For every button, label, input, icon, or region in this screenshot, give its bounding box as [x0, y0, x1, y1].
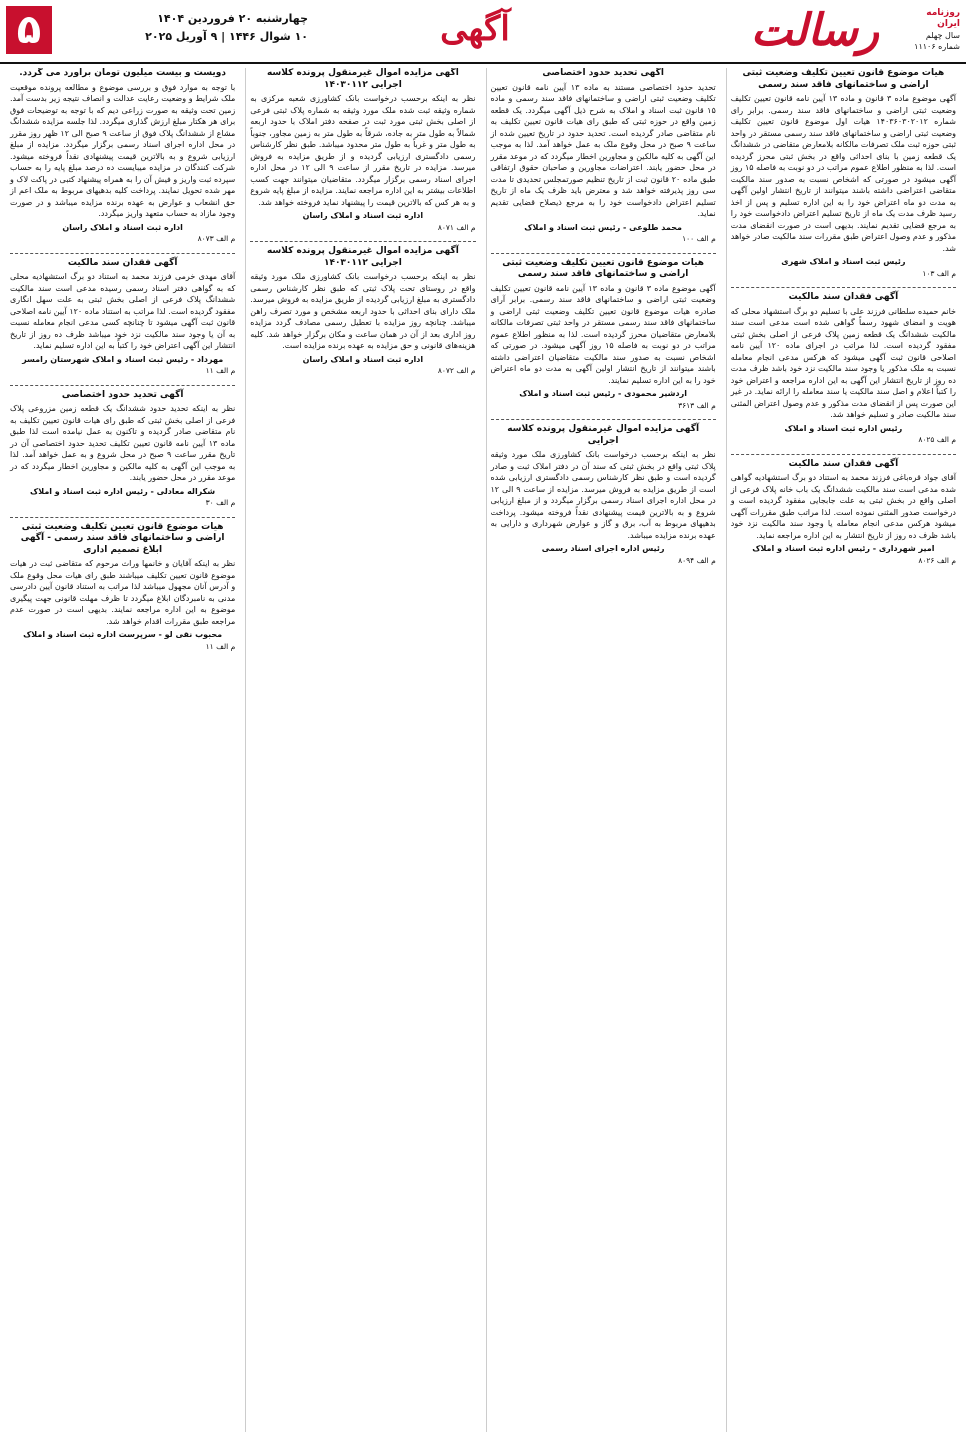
- ad-reference: م الف ۸۰۲۶: [918, 555, 956, 565]
- classified-ad: [250, 68, 475, 233]
- divider: [491, 253, 716, 254]
- ad-signature: محمد طلوعی - رئیس ثبت اسناد و املاک: [524, 222, 682, 232]
- masthead: [0, 0, 966, 64]
- classified-ad: [731, 68, 956, 279]
- date-line-persian: چهارشنبه ۲۰ فروردین ۱۴۰۴: [157, 12, 308, 25]
- ad-body: خانم حمیده سلطانی فرزند علی با تسلیم دو برگ استشهاد محلی که هویت و امضای شهود رسماً گواهی شده است مدعی است سند مالکیت ششدانگ یک قطعه زمین پلاک فرعی از اصلی بخش ثبتی مفقود گردیده است. لذا مراتب در اجرای ماده ۱۲۰ آیین نامه اصلاحی قانون ثبت آگهی میشود که هرکس مدعی انجام معامله نسبت به ملک مذکور یا وجود سند مالکیت نزد خود باشد ظرف مدت ده روز از تاریخ انتشار این آگهی به این اداره مراجعه و اعتراض خود را کتباً اعلام و اصل سند مالکیت یا سند معامله را ارائه نماید. در غیر این صورت پس از انقضای مدت مذکور و عدم وصول اعتراض المثنی سند مالکیت صادر و تسلیم خواهد شد.: [730, 306, 956, 419]
- column-1: [726, 68, 960, 1432]
- ad-body: آقای مهدی خرمی فرزند محمد به استناد دو برگ استشهادیه محلی که به گواهی دفتر اسناد رسمی رسیده مدعی است سند مالکیت ششدانگ پلاک فرعی از اصلی بخش ثبتی به علت سهل انگاری مفقود گردیده است. لذا مراتب به استناد ماده ۱۲۰ آیین نامه اصلاحی قانون ثبت آگهی میشود تا چنانچه کسی مدعی انجام معامله نسبت به آن یا وجود سند مالکیت نزد خود میباشد ظرف ده روز از تاریخ انتشار این آگهی اعتراض خود را کتباً به این اداره تسلیم نماید.: [10, 272, 236, 350]
- ad-body: آقای جواد قره‌باغی فرزند محمد به استناد دو برگ استشهادیه گواهی شده مدعی است سند مالکیت ششدانگ یک باب خانه پلاک فرعی از اصلی واقع در بخش ثبتی به علت جابجایی مفقود گردیده است و درخواست صدور المثنی نموده است. لذا مراتب طبق مقررات آگهی میشود هرکس مدعی انجام معامله یا وجود سند مالکیت نزد خود باشد ظرف ده روز از تاریخ انتشار به این اداره مراجعه نماید.: [730, 473, 956, 540]
- divider: [491, 419, 716, 420]
- column-4: [6, 68, 239, 1432]
- ad-body: نظر به اینکه برحسب درخواست بانک کشاورزی شعبه مرکزی به شماره وثیقه ثبت شده ملک مورد وثیقه به شماره پلاک ثبتی فرعی از اصلی بخش ثبتی مورد ثبت در صفحه دفتر املاک با حدود اربعه شمالاً به طول متر به جاده، شرقاً به طول متر به زمین مجاور، جنوباً به طول متر و غرباً به طول متر محدود میباشد. طبق نظر کارشناس رسمی دادگستری ارزیابی گردیده و از طریق مزایده به فروش میرسد. مزایده در تاریخ مقرر از ساعت ۹ الی ۱۲ در محل اداره اجرای اسناد رسمی برگزار میگردد. متقاضیان میتوانند جهت کسب اطلاعات بیشتر به این اداره مراجعه نمایند. مزایده از مبلغ پایه شروع و به هر کس که بالاترین قیمت را پیشنهاد نماید فروخته خواهد شد.: [250, 94, 476, 207]
- page-number: ۵: [6, 6, 52, 54]
- ad-signature: اداره ثبت اسناد و املاک راسان: [302, 354, 424, 364]
- divider: [10, 385, 235, 386]
- classified-ad: [10, 390, 235, 509]
- ad-signature: رئیس ثبت اسناد و املاک شهری: [781, 257, 906, 266]
- ad-title: آگهی فقدان سند مالکیت: [67, 257, 178, 268]
- date-line-lunar-gregorian: ۱۰ شوال ۱۴۴۶ | ۹ آوریل ۲۰۲۵: [145, 30, 308, 43]
- divider: [731, 287, 956, 288]
- column-3: [245, 68, 479, 1432]
- ad-title: آگهی فقدان سند مالکیت: [788, 458, 899, 469]
- ad-reference: م الف ۳۰: [205, 498, 236, 507]
- classified-ad: [10, 68, 235, 245]
- ad-reference: م الف ۸۰۲۵: [918, 435, 956, 444]
- masthead-meta: [900, 8, 960, 52]
- ad-reference: م الف ۸۰۷۲: [437, 366, 476, 375]
- ad-signature: اردشیر محمودی - رئیس ثبت اسناد و املاک: [519, 389, 687, 398]
- ad-body: آگهی موضوع ماده ۳ قانون و ماده ۱۳ آیین نامه قانون تعیین تکلیف وضعیت ثبتی اراضی و ساختمانهای فاقد سند رسمی. برابر آرای صادره هیات موضوع قانون تعیین تکلیف وضعیت ثبتی اراضی و ساختمانهای فاقد سند رسمی مستقر در واحد ثبتی تصرفات مالکانه بلامعارض متقاضیان محرز گردیده است. لذا به منظور اطلاع عموم مراتب در دو نوبت به فاصله ۱۵ روز آگهی میشود. در صورتی که اشخاص نسبت به صدور سند مالکیت متقاضیان اعتراضی داشته باشند میتوانند از تاریخ انتشار اولین آگهی به مدت دو ماه اعتراض خود را به این اداره تسلیم نمایند.: [490, 283, 716, 385]
- ad-body: نظر به اینکه آقایان و خانمها وراث مرحوم که متقاضی ثبت در هیات موضوع قانون تعیین تکلیف میباشند طبق رای هیات محل وقوع ملک و آدرس آنان مجهول میباشد لذا مراتب به استناد قانون آیین دادرسی مدنی به نامبردگان ابلاغ میگردد تا ظرف مهلت قانونی جهت پیگیری موضوع به این اداره مراجعه نمایند. بدیهی است در صورت عدم مراجعه طبق مقررات اقدام خواهد شد.: [10, 559, 236, 626]
- ad-title: دویست و بیست میلیون تومان برآورد می گردد.: [19, 68, 226, 78]
- ad-reference: م الف ۱۰۳: [922, 268, 956, 278]
- ad-body: نظر به اینکه تحدید حدود ششدانگ یک قطعه زمین مزروعی پلاک فرعی از اصلی بخش ثبتی که طبق رای هیات قانون تعیین تکلیف به نام متقاضی صادر گردیده و تاکنون به عمل نیامده است لذا طبق ماده ۱۳ آیین نامه قانون تعیین تکلیف تحدید حدود اختصاصی آن در تاریخ مقرر ساعت ۹ صبح در محل شروع و به عمل خواهد آمد. لذا به موجب این آگهی به کلیه مالکین و مجاورین اخطار میگردد که در موعد مقرر در محل حضور یابند.: [10, 404, 236, 482]
- section-title: آگهی: [440, 9, 510, 49]
- classified-ad: [491, 424, 716, 566]
- ad-signature: رئیس اداره اجرای اسناد رسمی: [541, 544, 665, 553]
- divider: [10, 253, 235, 254]
- ad-signature: محبوب نقی لو - سرپرست اداره ثبت اسناد و املاک: [23, 630, 223, 639]
- ad-body: نظر به اینکه برحسب درخواست بانک کشاورزی ملک مورد وثیقه واقع در روستای تحت پلاک ثبتی که طبق نظر کارشناس رسمی دادگستری به مبلغ ارزیابی گردیده از طریق مزایده به فروش میرسد. ملک دارای بنای احداثی با حدود اربعه مشخص و مورد تصرف راهن میباشد. چنانچه روز مزایده با تعطیل رسمی مصادف گردد مزایده روز اداری بعد از آن در همان ساعت و مکان برگزار خواهد شد. کلیه هزینه‌های قانونی و حق مزایده به عهده برنده مزایده است.: [250, 272, 476, 350]
- issue-label: شماره ۱۱۱۰۶: [914, 42, 960, 51]
- ad-body: با توجه به موارد فوق و بررسی موضوع و مطالعه پرونده موقعیت ملک شرایط و وضعیت رعایت عدالت و انصاف نتیجه زیر بدست آمد. زمین تحت وثیقه به صورت زراعی دیم که با توجه به توضیحات فوق برای هر هکتار مبلغ ارزش گذاری میگردد. لذا جلسه مزایده ششدانگ مشاع از ششدانگ پلاک فوق از ساعت ۹ صبح الی ۱۲ ظهر روز مقرر در محل اداره اجرای اسناد رسمی برگزار میگردد. مزایده از مبلغ ارزیابی شروع و به بالاترین قیمت پیشنهادی نقداً فروخته میشود. شرکت کنندگان در مزایده میبایست ده درصد مبلغ پایه را به حساب سپرده ثبت واریز و فیش آن را به همراه پیشنهاد کتبی در پاکت لاک و مهر شده تحویل نمایند. پرداخت کلیه بدهیهای مربوط به ملک اعم از حق انشعاب و عوارض به عهده برنده مزایده میباشد و در صورت وجود مازاد به حساب متعهد واریز میگردد.: [10, 82, 236, 218]
- ad-columns: [6, 68, 960, 1432]
- classified-ad: [491, 68, 716, 245]
- classified-ad: [731, 459, 956, 567]
- ad-reference: م الف ۱۱: [205, 641, 236, 651]
- column-2: [486, 68, 720, 1432]
- ad-title: هیات موضوع قانون تعیین تکلیف وضعیت ثبتی اراضی و ساختمانهای فاقد سند رسمی: [742, 68, 945, 90]
- ad-title: آگهی مزایده اموال غیرمنقول پرونده کلاسه اجرایی ۱۴۰۳۰۱۱۲: [266, 68, 459, 90]
- ad-reference: م الف ۸۰۹۴: [678, 555, 716, 565]
- ad-reference: م الف ۸۰۷۳: [197, 234, 236, 243]
- ad-title: آگهی فقدان سند مالکیت: [788, 292, 899, 302]
- year-label: سال چهلم: [925, 31, 960, 40]
- divider: [731, 454, 956, 455]
- ad-signature: شکراله معادلی - رئیس اداره ثبت اسناد و املاک: [30, 486, 216, 496]
- ad-body: تحدید حدود اختصاصی مستند به ماده ۱۳ آیین نامه قانون تعیین تکلیف وضعیت ثبتی اراضی و ساختمانهای فاقد سند رسمی و ماده ۱۵ قانون ثبت اسناد و املاک به شرح ذیل آگهی میگردد. یک قطعه زمین واقع در حوزه ثبتی که طبق رای هیات قانون تعیین تکلیف به نام متقاضی صادر گردیده است. تحدید حدود در تاریخ تعیین شده از ساعت ۹ صبح در محل وقوع ملک به عمل خواهد آمد. لذا به موجب این آگهی به کلیه مالکین و مجاورین اخطار میگردد که در موعد مقرر در محل حضور یابند. اعتراضات مجاورین و صاحبان حقوق ارتفاقی طبق ماده ۲۰ قانون ثبت از تاریخ تنظیم صورتمجلس تحدیدی تا مدت سی روز پذیرفته خواهد شد و معترض باید ظرف یک ماه از تاریخ تسلیم اعتراض دادخواست خود را به مرجع ذیصلاح قضایی تقدیم نماید.: [490, 82, 716, 218]
- ad-body: آگهی موضوع ماده ۳ قانون و ماده ۱۳ آیین نامه قانون تعیین تکلیف وضعیت ثبتی اراضی و ساختمانهای فاقد سند رسمی. برابر رای شماره ۱۴۰۳۶۰۳۰۲۰۱۲ هیات اول موضوع قانون تعیین تکلیف وضعیت ثبتی اراضی و ساختمانهای فاقد سند رسمی مستقر در واحد ثبتی حوزه ثبت ملک تصرفات مالکانه بلامعارض متقاضی در ششدانگ یک قطعه زمین با بنای احداثی واقع در بخش ثبتی محرز گردیده است. لذا به منظور اطلاع عموم مراتب در دو نوبت به فاصله ۱۵ روز آگهی میشود در صورتی که اشخاص نسبت به صدور سند مالکیت متقاضی اعتراضی داشته باشند میتوانند از تاریخ انتشار اولین آگهی به مدت دو ماه اعتراض خود را به این اداره تسلیم و پس از اخذ رسید ظرف مدت یک ماه از تاریخ تسلیم اعتراض دادخواست خود را به مرجع قضایی تقدیم نمایند. بدیهی است در صورت انقضای مدت مذکور و عدم وصول اعتراض طبق مقررات سند مالکیت صادر خواهد شد.: [730, 94, 957, 253]
- ad-title: آگهی مزایده اموال غیرمنقول پرونده کلاسه اجرایی ۱۴۰۳۰۱۱۲: [266, 246, 459, 268]
- date-block: [58, 10, 308, 46]
- ad-signature: امیر شهرداری - رئیس اداره ثبت اسناد و املاک: [752, 544, 935, 553]
- ad-signature: اداره ثبت اسناد و املاک راسان: [302, 211, 424, 220]
- ad-body: نظر به اینکه برحسب درخواست بانک کشاورزی ملک مورد وثیقه پلاک ثبتی واقع در بخش ثبتی که سند آن در دفتر املاک ثبت و صادر گردیده است و طبق نظر کارشناس رسمی دادگستری ارزیابی شده است از طریق مزایده به فروش میرسد. مزایده از ساعت ۹ الی ۱۲ در محل اداره اجرای اسناد رسمی برگزار میگردد و از مبلغ ارزیابی شروع و به بالاترین قیمت پیشنهادی نقداً فروخته میشود. پرداخت بدهیهای مربوط به آب، برق و گاز و عوارض شهرداری و دارایی به عهده برنده مزایده میباشد.: [490, 450, 716, 540]
- ad-reference: م الف ۱۰۰: [682, 234, 716, 243]
- newspaper-logo: رسالت: [750, 4, 880, 56]
- classified-ad: [10, 522, 235, 653]
- classified-ad: [731, 292, 956, 446]
- ad-title: آگهی مزایده اموال غیرمنقول پرونده کلاسه اجرایی: [507, 424, 700, 446]
- ad-title: آگهی تحدید حدود اختصاصی: [61, 389, 184, 400]
- ad-signature: مهرداد - رئیس ثبت اسناد و املاک شهرستان رامسر: [22, 354, 224, 364]
- ad-title: آگهی تحدید حدود اختصاصی: [542, 68, 664, 78]
- ad-title: هیات موضوع قانون تعیین تکلیف وضعیت ثبتی اراضی و ساختمانهای فاقد سند رسمی: [502, 257, 705, 279]
- ad-signature: رئیس اداره ثبت اسناد و املاک: [784, 423, 903, 433]
- ad-reference: م الف ۸۰۷۱: [437, 222, 476, 232]
- divider: [10, 517, 235, 518]
- paper-label: روزنامه: [926, 8, 960, 18]
- classified-ad: [250, 246, 475, 377]
- country-label: ایران: [937, 19, 960, 29]
- ad-reference: م الف ۳۶۱۳: [678, 400, 716, 410]
- ad-title: هیات موضوع قانون تعیین تکلیف وضعیت ثبتی اراضی و ساختمانهای فاقد سند رسمی - آگهی ابلاغ تصمیم اداری: [20, 521, 225, 555]
- classified-ad: [491, 258, 716, 412]
- ad-signature: اداره ثبت اسناد و املاک راسان: [62, 222, 183, 232]
- classified-ad: [10, 258, 235, 377]
- ad-reference: م الف ۱۱: [205, 366, 236, 375]
- divider: [250, 241, 475, 242]
